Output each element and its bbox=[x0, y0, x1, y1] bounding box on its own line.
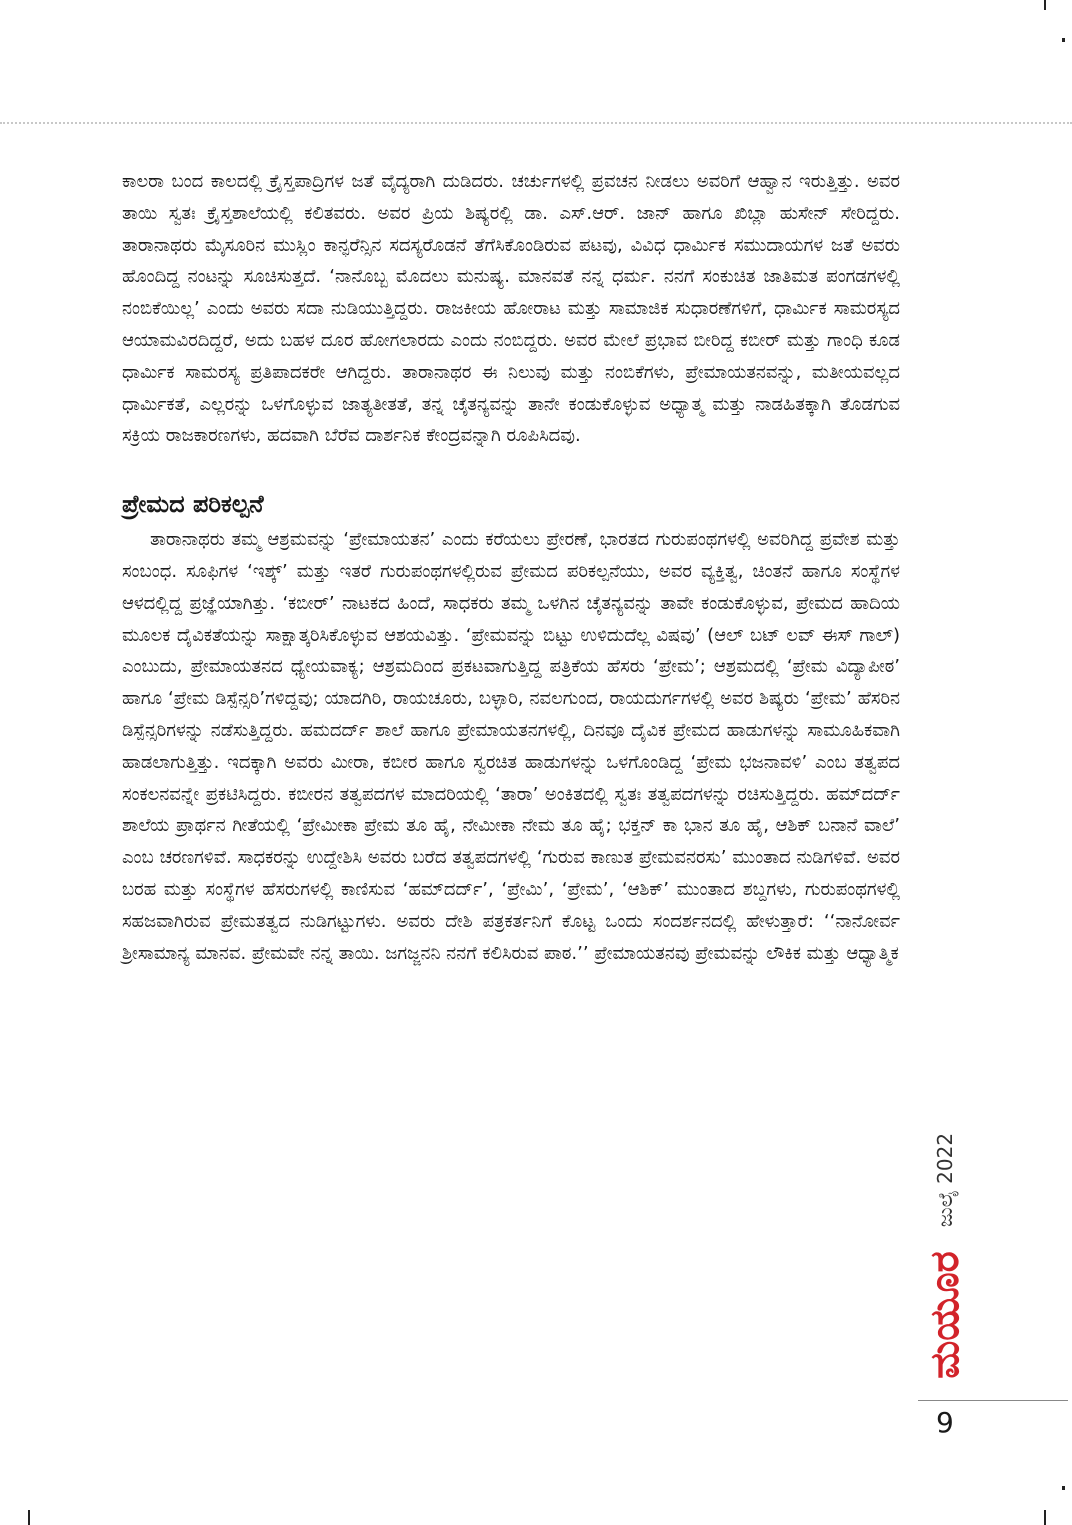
crop-mark-bottom-right-tick bbox=[1062, 1486, 1065, 1490]
crop-mark-bottom-right bbox=[1044, 1510, 1046, 1525]
magazine-logo-text: ಮಯೂರ bbox=[922, 1251, 968, 1379]
paragraph-2: ತಾರಾನಾಥರು ತಮ್ಮ ಆಶ್ರಮವನ್ನು ‘ಪ್ರೇಮಾಯತನ’ ಎಂದು ಕರೆಯಲು ಪ್ರೇರಣೆ, ಭಾರತದ ಗುರುಪಂಥಗಳಲ್ಲಿ ಅವರಿಗಿದ್ದ ಪ್ರವೇಶ ಮತ್ತು ಸಂಬಂಧ. ಸೂಫಿಗಳ ‘ಇಶ್ಕ್’ ಮತ್ತು ಇತರೆ ಗುರುಪಂಥಗಳಲ್ಲಿರುವ ಪ್ರೇಮದ ಪರಿಕಲ್ಪನೆಯು, ಅವರ ವ್ಯಕ್ತಿತ್ವ, ಚಿಂತನೆ ಹಾಗೂ ಸಂಸ್ಥೆಗಳ ಆಳದಲ್ಲಿದ್ದ ಪ್ರಜ್ಞೆಯಾಗಿತ್ತು. ‘ಕಬೀರ್’ ನಾಟಕದ ಹಿಂದೆ, ಸಾಧಕರು ತಮ್ಮ ಒಳಗಿನ ಚೈತನ್ಯವನ್ನು ತಾವೇ ಕಂಡುಕೊಳ್ಳುವ, ಪ್ರೇಮದ ಹಾದಿಯ ಮೂಲಕ ದೈವಿಕತೆಯನ್ನು ಸಾಕ್ಷಾತ್ಕರಿಸಿಕೊಳ್ಳುವ ಆಶಯವಿತ್ತು. ‘ಪ್ರೇಮವನ್ನು ಬಿಟ್ಟು ಉಳಿದುದೆಲ್ಲ ವಿಷವು’ (ಆಲ್ ಬಟ್ ಲವ್ ಈಸ್ ಗಾಲ್) ಎಂಬುದು, ಪ್ರೇಮಾಯತನದ ಧ್ಯೇಯವಾಕ್ಯ; ಆಶ್ರಮದಿಂದ ಪ್ರಕಟವಾಗುತ್ತಿದ್ದ ಪತ್ರಿಕೆಯ ಹೆಸರು ‘ಪ್ರೇಮ’; ಆಶ್ರಮದಲ್ಲಿ ‘ಪ್ರೇಮ ವಿದ್ಯಾಪೀಠ’ ಹಾಗೂ ‘ಪ್ರೇಮ ಡಿಸ್ಪೆನ್ಸರಿ’ಗಳಿದ್ದವು; ಯಾದಗಿರಿ, ರಾಯಚೂರು, ಬಳ್ಳಾರಿ, ನವಲಗುಂದ, ರಾಯದುರ್ಗಗಳಲ್ಲಿ ಅವರ ಶಿಷ್ಯರು ‘ಪ್ರೇಮ’ ಹೆಸರಿನ ಡಿಸ್ಪೆನ್ಸರಿಗಳನ್ನು ನಡೆಸುತ್ತಿದ್ದರು. ಹಮದರ್ದ್ ಶಾಲೆ ಹಾಗೂ ಪ್ರೇಮಾಯತನಗಳಲ್ಲಿ, ದಿನವೂ ದೈವಿಕ ಪ್ರೇಮದ ಹಾಡುಗಳನ್ನು ಸಾಮೂಹಿಕವಾಗಿ ಹಾಡಲಾಗುತ್ತಿತ್ತು. ಇದಕ್ಕಾಗಿ ಅವರು ಮೀರಾ, ಕಬೀರ ಹಾಗೂ ಸ್ವರಚಿತ ಹಾಡುಗಳನ್ನು ಒಳಗೊಂಡಿದ್ದ ‘ಪ್ರೇಮ ಭಜನಾವಳಿ’ ಎಂಬ ತತ್ವಪದ ಸಂಕಲನವನ್ನೇ ಪ್ರಕಟಿಸಿದ್ದರು. ಕಬೀರನ ತತ್ವಪದಗಳ ಮಾದರಿಯಲ್ಲಿ ‘ತಾರಾ’ ಅಂಕಿತದಲ್ಲಿ ಸ್ವತಃ ತತ್ವಪದಗಳನ್ನು ರಚಿಸುತ್ತಿದ್ದರು. ಹಮ್‌ದರ್ದ್ ಶಾಲೆಯ ಪ್ರಾರ್ಥನ ಗೀತೆಯಲ್ಲಿ ‘ಪ್ರೇಮೀಕಾ ಪ್ರೇಮ ತೂ ಹೈ, ನೇಮೀಕಾ ನೇಮ ತೂ ಹೈ; ಭಕ್ತನ್ ಕಾ ಭಾನ ತೂ ಹೈ, ಆಶಿಕ್ ಬನಾನೆ ವಾಲೆ’ ಎಂಬ ಚರಣಗಳಿವೆ. ಸಾಧಕರನ್ನು ಉದ್ದೇಶಿಸಿ ಅವರು ಬರೆದ ತತ್ವಪದಗಳಲ್ಲಿ ‘ಗುರುವ ಕಾಣುತ ಪ್ರೇಮವನರಸು’ ಮುಂತಾದ ನುಡಿಗಳಿವೆ. ಅವರ ಬರಹ ಮತ್ತು ಸಂಸ್ಥೆಗಳ ಹೆಸರುಗಳಲ್ಲಿ ಕಾಣಿಸುವ ‘ಹಮ್‌ದರ್ದ್’, ‘ಪ್ರೇಮಿ’, ‘ಪ್ರೇಮ’, ‘ಆಶಿಕ್’ ಮುಂತಾದ ಶಬ್ದಗಳು, ಗುರುಪಂಥಗಳಲ್ಲಿ ಸಹಜವಾಗಿರುವ ಪ್ರೇಮತತ್ವದ ನುಡಿಗಟ್ಟುಗಳು. ಅವರು ದೇಶಿ ಪತ್ರಕರ್ತನಿಗೆ ಕೊಟ್ಟ ಒಂದು ಸಂದರ್ಶನದಲ್ಲಿ ಹೇಳುತ್ತಾರೆ: ‘‘ನಾನೋರ್ವ ಶ್ರೀಸಾಮಾನ್ಯ ಮಾನವ. ಪ್ರೇಮವೇ ನನ್ನ ತಾಯಿ. ಜಗಜ್ಜನನಿ ನನಗೆ ಕಲಿಸಿರುವ ಪಾಠ.’’ ಪ್ರೇಮಾಯತನವು ಪ್ರೇಮವನ್ನು ಲೌಕಿಕ ಮತ್ತು ಆಧ್ಯಾತ್ಮಿಕ bbox=[122, 529, 900, 964]
paragraph-1: ಕಾಲರಾ ಬಂದ ಕಾಲದಲ್ಲಿ ಕ್ರೈಸ್ತಪಾದ್ರಿಗಳ ಜತೆ ವೈದ್ಯರಾಗಿ ದುಡಿದರು. ಚರ್ಚುಗಳಲ್ಲಿ ಪ್ರವಚನ ನೀಡಲು ಅವರಿಗೆ ಆಹ್ವಾನ ಇರುತ್ತಿತ್ತು. ಅವರ ತಾಯಿ ಸ್ವತಃ ಕ್ರೈಸ್ತಶಾಲೆಯಲ್ಲಿ ಕಲಿತವರು. ಅವರ ಪ್ರಿಯ ಶಿಷ್ಯರಲ್ಲಿ ಡಾ. ಎಸ್.ಆರ್. ಜಾನ್ ಹಾಗೂ ಖಿಬ್ಲಾ ಹುಸೇನ್ ಸೇರಿದ್ದರು. ತಾರಾನಾಥರು ಮೈಸೂರಿನ ಮುಸ್ಲಿಂ ಕಾನ್ಫರೆನ್ಸಿನ ಸದಸ್ಯರೊಡನೆ ತೆಗೆಸಿಕೊಂಡಿರುವ ಪಟವು, ವಿವಿಧ ಧಾರ್ಮಿಕ ಸಮುದಾಯಗಳ ಜತೆ ಅವರು ಹೊಂದಿದ್ದ ನಂಟನ್ನು ಸೂಚಿಸುತ್ತದೆ. ‘ನಾನೊಬ್ಬ ಮೊದಲು ಮನುಷ್ಯ. ಮಾನವತೆ ನನ್ನ ಧರ್ಮ. ನನಗೆ ಸಂಕುಚಿತ ಜಾತಿಮತ ಪಂಗಡಗಳಲ್ಲಿ ನಂಬಿಕೆಯಿಲ್ಲ’ ಎಂದು ಅವರು ಸದಾ ನುಡಿಯುತ್ತಿದ್ದರು. ರಾಜಕೀಯ ಹೋರಾಟ ಮತ್ತು ಸಾಮಾಜಿಕ ಸುಧಾರಣೆಗಳಿಗೆ, ಧಾರ್ಮಿಕ ಸಾಮರಸ್ಯದ ಆಯಾಮವಿರದಿದ್ದರೆ, ಅದು ಬಹಳ ದೂರ ಹೋಗಲಾರದು ಎಂದು ನಂಬಿದ್ದರು. ಅವರ ಮೇಲೆ ಪ್ರಭಾವ ಬೀರಿದ್ದ ಕಬೀರ್ ಮತ್ತು ಗಾಂಧಿ ಕೂಡ ಧಾರ್ಮಿಕ ಸಾಮರಸ್ಯ ಪ್ರತಿಪಾದಕರೇ ಆಗಿದ್ದರು. ತಾರಾನಾಥರ ಈ ನಿಲುವು ಮತ್ತು ನಂಬಿಕೆಗಳು, ಪ್ರೇಮಾಯತನವನ್ನು, ಮತೀಯವಲ್ಲದ ಧಾರ್ಮಿಕತೆ, ಎಲ್ಲರನ್ನು ಒಳಗೊಳ್ಳುವ ಜಾತ್ಯತೀತತೆ, ತನ್ನ ಚೈತನ್ಯವನ್ನು ತಾನೇ ಕಂಡುಕೊಳ್ಳುವ ಅಧ್ಯಾತ್ಮ ಮತ್ತು ನಾಡಹಿತಕ್ಕಾಗಿ ತೊಡಗುವ ಸಕ್ರಿಯ ರಾಜಕಾರಣಗಳು, ಹದವಾಗಿ ಬೆರೆವ ದಾರ್ಶನಿಕ ಕೇಂದ್ರವನ್ನಾಗಿ ರೂಪಿಸಿದವು. bbox=[122, 171, 900, 447]
crop-mark-top-right bbox=[1044, 0, 1046, 10]
article-body bbox=[122, 166, 900, 969]
page-number-rule bbox=[918, 1400, 1068, 1401]
section-heading: ಪ್ರೇಮದ ಪರಿಕಲ್ಪನೆ bbox=[122, 490, 264, 519]
page-number: 9 bbox=[936, 1406, 954, 1439]
issue-date bbox=[925, 1125, 965, 1235]
crop-mark-top-right-tick bbox=[1062, 38, 1065, 42]
header-dotted-rule bbox=[0, 122, 1072, 124]
magazine-logo bbox=[918, 1240, 972, 1390]
issue-date-text: ಜುಲೈ 2022 bbox=[933, 1132, 957, 1228]
crop-mark-bottom-left bbox=[28, 1510, 30, 1525]
